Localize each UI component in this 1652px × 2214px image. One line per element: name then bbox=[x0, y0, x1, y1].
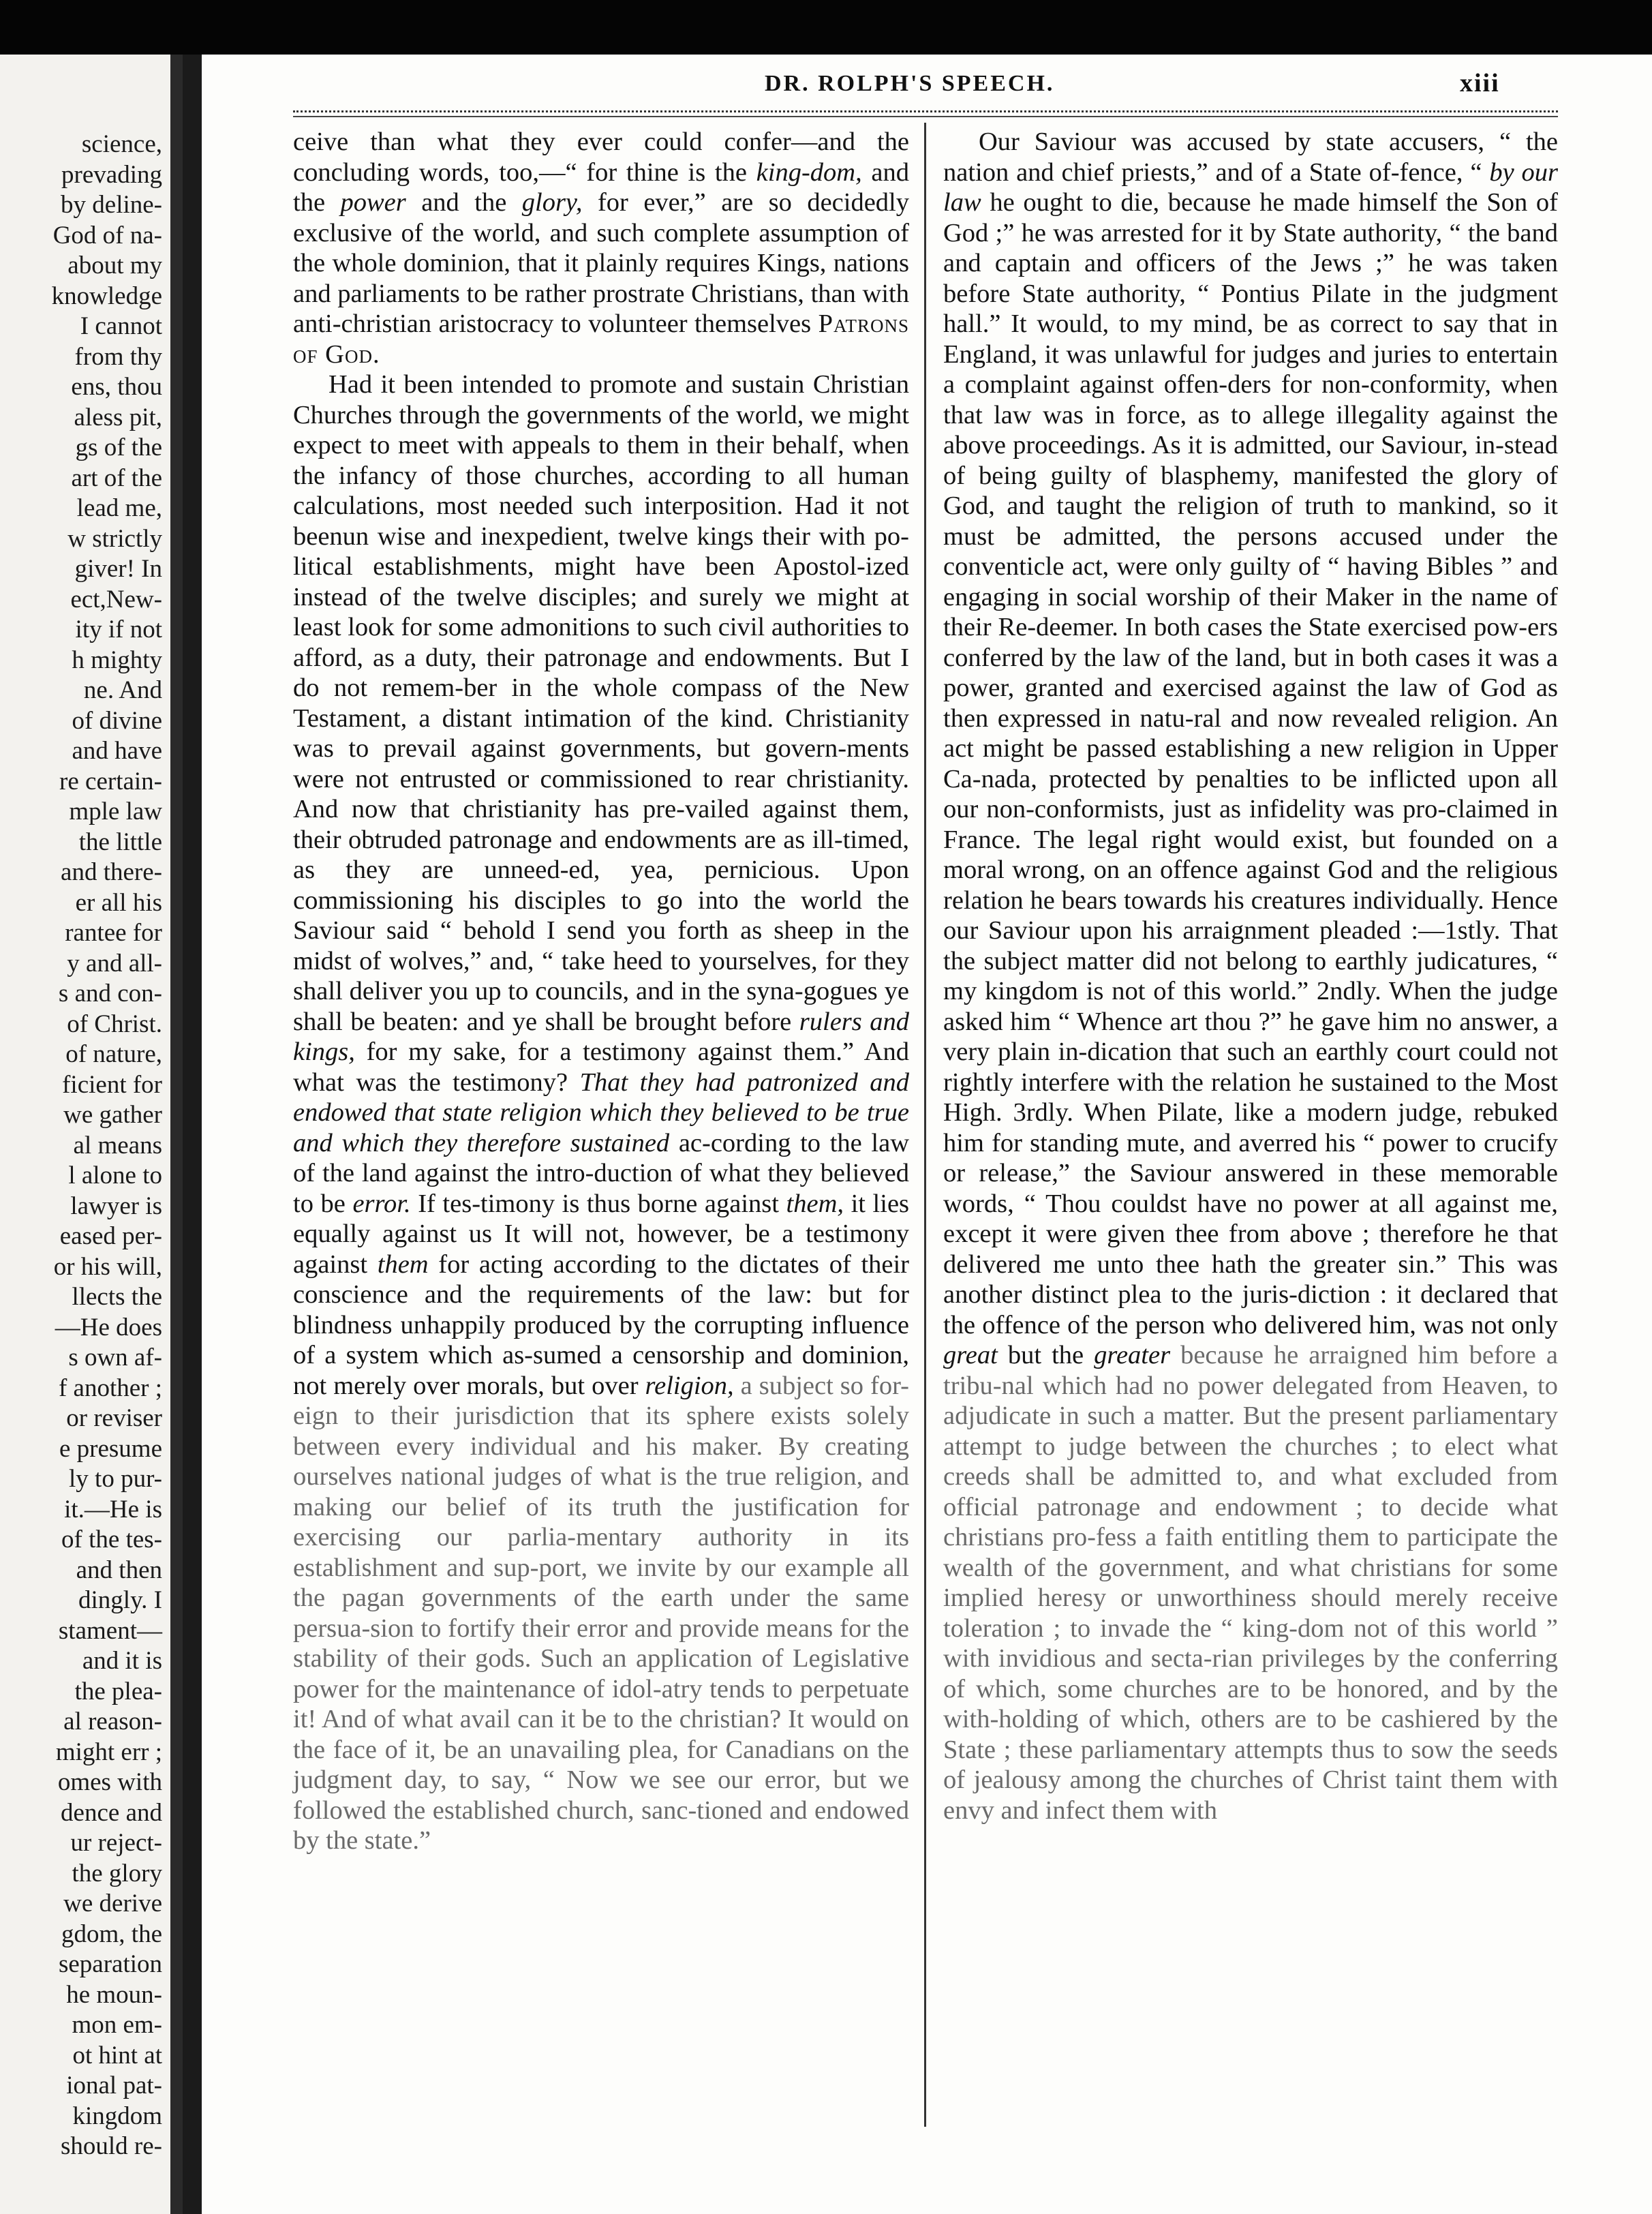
facing-page-line: from thy bbox=[74, 342, 162, 371]
italic-run: greater bbox=[1094, 1341, 1171, 1369]
italic-run: by our law bbox=[943, 157, 1558, 217]
text-run: ac-cording to the law of the land against the intro-duction of what they believed to be bbox=[293, 1128, 909, 1218]
facing-page-line: ficient for bbox=[62, 1070, 162, 1099]
scan-top-border bbox=[0, 0, 1652, 55]
header-rule-solid bbox=[293, 116, 1558, 117]
text-run: it lies equally against us It will not, however, be a testimony against bbox=[293, 1189, 910, 1279]
page-number: xiii bbox=[1460, 69, 1500, 97]
right-column bbox=[943, 127, 1558, 1825]
page bbox=[202, 55, 1652, 2214]
facing-page-line: God of na- bbox=[52, 221, 162, 249]
facing-page-line: mple law bbox=[69, 798, 162, 825]
facing-page-line: ional pat- bbox=[66, 2072, 162, 2099]
facing-page-line: l alone to bbox=[68, 1162, 162, 1189]
facing-page-line: of divine bbox=[72, 706, 162, 735]
italic-run: That they had patronized and endowed that state religion which they believed to be true and which they therefore sustained bbox=[293, 1067, 909, 1157]
facing-page-line: er all his bbox=[75, 888, 162, 917]
text-run: for acting according to the dictates of their conscience and the requirements of the law: but for blindness unhappily produced by the corrupting influence of a system which as-sumed a censorship and dominion, not merely over morals, but over bbox=[293, 1249, 909, 1400]
facing-page-line: eased per- bbox=[59, 1222, 162, 1250]
facing-page-line: dence and bbox=[61, 1798, 162, 1827]
facing-page-line: lawyer is bbox=[70, 1192, 162, 1220]
facing-page-line: and then bbox=[76, 1556, 162, 1584]
facing-page-line: and there- bbox=[61, 858, 162, 886]
facing-page-line: al reason- bbox=[63, 1708, 162, 1735]
facing-page-edge bbox=[170, 55, 183, 2214]
facing-page-line: lead me, bbox=[76, 494, 162, 522]
text-run: ceive than what they ever could confer—and the concluding words, too,—“ for thine is the bbox=[293, 127, 909, 187]
facing-page-line: ot hint at bbox=[72, 2041, 162, 2069]
facing-page-line: s and con- bbox=[58, 980, 162, 1007]
text-run: If tes-timony is thus borne against bbox=[410, 1189, 786, 1218]
facing-page-line: gs of the bbox=[75, 434, 162, 461]
facing-page-line: the plea- bbox=[74, 1677, 162, 1705]
facing-page-line: by deline- bbox=[61, 191, 162, 219]
facing-page-line: w strictly bbox=[67, 524, 162, 553]
facing-page-line: we derive bbox=[63, 1890, 162, 1917]
facing-page-line: ne. And bbox=[83, 676, 162, 704]
text-run: for ever,” are so decidedly exclusive of the world, and such complete assumption of the whole dominion, that it plainly requires Kings, nations and parliaments to be rather prostrate Christians, than with anti-christian aristocracy to volunteer themselves bbox=[293, 188, 910, 338]
facing-page-line: dingly. I bbox=[78, 1586, 162, 1614]
facing-page-line: mon em- bbox=[72, 2011, 162, 2039]
facing-page-line: omes with bbox=[57, 1768, 162, 1796]
italic-run: great bbox=[943, 1341, 998, 1369]
facing-page-fragment bbox=[0, 55, 183, 2214]
italic-run: them bbox=[377, 1249, 429, 1279]
small-caps-run: Patrons of God. bbox=[293, 309, 909, 369]
facing-page-line: should re- bbox=[61, 2132, 162, 2160]
facing-page-line: e presume bbox=[59, 1434, 162, 1463]
facing-page-line: or reviser bbox=[66, 1404, 162, 1432]
facing-page-line: it.—He is bbox=[64, 1495, 162, 1523]
book-gutter bbox=[183, 55, 202, 2214]
facing-page-line: of the tes- bbox=[61, 1526, 162, 1553]
facing-page-line: y and all- bbox=[67, 949, 162, 977]
page-header bbox=[202, 67, 1652, 108]
facing-page-line: knowledge bbox=[51, 282, 162, 310]
facing-page-line: ly to pur- bbox=[69, 1465, 162, 1493]
facing-page-line: aless pit, bbox=[74, 403, 162, 431]
facing-page-line: ity if not bbox=[75, 616, 162, 643]
running-head: DR. ROLPH'S SPEECH. bbox=[765, 71, 1055, 96]
text-run: Our Saviour was accused by state accusers, “ the nation and chief priests,” and of a State of-fence, “ bbox=[943, 127, 1558, 187]
italic-run: glory, bbox=[521, 188, 583, 217]
italic-run: rulers and kings, bbox=[293, 1007, 909, 1066]
text-run: and the bbox=[293, 157, 909, 217]
facing-page-line: and have bbox=[72, 737, 162, 765]
facing-page-line: and it is bbox=[82, 1647, 162, 1675]
facing-page-line: ur reject- bbox=[70, 1829, 162, 1857]
facing-page-line: I cannot bbox=[80, 312, 162, 340]
facing-page-line: llects the bbox=[72, 1283, 162, 1311]
facing-page-line: al means bbox=[73, 1131, 162, 1159]
facing-page-line: ens, thou bbox=[71, 373, 162, 401]
text-run: for my sake, for a testimony against them.” And what was the testimony? bbox=[293, 1037, 909, 1097]
facing-page-line: of nature, bbox=[65, 1040, 162, 1068]
facing-page-line: h mighty bbox=[72, 646, 162, 674]
facing-page-line: science, bbox=[81, 130, 162, 158]
facing-page-line: re certain- bbox=[59, 767, 162, 795]
facing-page-line: prevading bbox=[61, 160, 162, 189]
facing-page-line: gdom, the bbox=[61, 1920, 162, 1948]
paragraph bbox=[293, 369, 909, 1856]
paragraph bbox=[943, 127, 1558, 1825]
facing-page-line: giver! In bbox=[74, 555, 162, 583]
facing-page-line: rantee for bbox=[65, 919, 162, 947]
italic-run: error. bbox=[352, 1189, 411, 1218]
facing-page-line: we gather bbox=[63, 1101, 162, 1129]
paragraph bbox=[293, 127, 909, 369]
facing-page-line: of Christ. bbox=[67, 1010, 162, 1038]
facing-page-line: art of the bbox=[71, 464, 162, 492]
italic-run: king-dom, bbox=[756, 157, 862, 187]
facing-page-text bbox=[1, 130, 162, 2162]
header-rule-dotted bbox=[293, 110, 1558, 112]
text-run: but the bbox=[997, 1341, 1095, 1369]
facing-page-line: —He does bbox=[55, 1313, 162, 1341]
facing-page-line: or his will, bbox=[53, 1252, 162, 1281]
facing-page-line: the little bbox=[78, 828, 162, 856]
faded-text-run: a subject so for-eign to their jurisdiction that its sphere exists solely between every individual and his maker. By creating ourselves national judges of what is the true religion, and making our belief of its truth the justification for exercising our parlia-mentary authority in its establishment and sup-port, we invite by our example all the pagan governments of the earth under the same persua-sion to fortify their error and provide means for the stability of their gods. Such an application of Legislative power for the maintenance of idol-atry tends to perpetuate it! And of what avail can it be to the christian? It would on the face of it, be an unavailing plea, for Canadians on the judgment day, to say, “ Now we see our error, but we followed the established church, sanc-tioned and endowed by the state.” bbox=[293, 1371, 909, 1855]
faded-text-run: because he arraigned him before a tribu-nal which had no power delegated from Heaven, to adjudicate in such a matter. But the present parliamentary attempt to judge between the churches ; to elect what creeds shall be admitted to, and what excluded from official patronage and endowment ; to decide what christians pro-fess a faith entitling them to participate the wealth of the government, and what christians for some implied heresy or unworthiness should merely receive toleration ; to invade the “ king-dom not of this world ” with invidious and secta-rian privileges by the conferring of which, some churches are to be honored, and by the with-holding of which, others are to be cashiered by the State ; these parliamentary attempts thus to sow the seeds of jealousy among the churches of Christ taint them with envy and infect them with bbox=[943, 1341, 1559, 1825]
text-run: he ought to die, because he made himself the Son of God ;” he was arrested for it by State authority, “ the band and captain and officers of the Jews ;” he was taken before State authority, “ Pontius Pilate in the judgment hall.” It would, to my mind, be as correct to say that in England, it was unlawful for judges and juries to entertain a complaint against offen-ders for non-conformity, when that law was in force, as to allege illegality against the above proceedings. As it is admitted, our Saviour, in-stead of being guilty of blasphemy, manifested the glory of God, and taught the religion of truth to mankind, so it must be admitted, the persons accused under the conventicle act, were only guilty of “ having Bibles ” and engaging in social worship of their Maker in the name of their Re-deemer. In both cases the State exercised pow-ers conferred by the law of the land, but in both cases it was a power, granted and exercised against the law of God as then expressed in natu-ral and now revealed religion. An act might be passed establishing a new religion in Upper Ca-nada, protected by penalties to be inflicted upon all our non-conformists, just as infidelity was pro-claimed in France. The legal right would exist, but founded on a moral wrong, on an offence against God and the religious relation he bears towards his creatures individually. Hence our Saviour upon his arraignment pleaded :—1stly. That the subject matter did not belong to earthly judicatures, “ my kingdom is not of this world.” 2ndly. When the judge asked him “ Whence art thou ?” he gave him no answer, a very plain in-dication that such an earthly court could not rightly interfere with the relation he sustained to the Most High. 3rdly. When Pilate, like a modern judge, rebuked him for standing mute, and averred his “ power to crucify or release,” the Saviour answered in these memorable words, “ Thou couldst have no power at all against me, except it were given thee from above ; therefore he that delivered me unto thee hath the greater sin.” This was another distinct plea to the juris-diction : it declared that the offence of the person who delivered him, was not only bbox=[943, 188, 1558, 1339]
facing-page-line: he moun- bbox=[66, 1980, 162, 2009]
text-run: Had it been intended to promote and sustain Christian Churches through the governments of the world, we might expect to meet with appeals to them in their behalf, when the infancy of those churches, according to all human calculations, most needed such interposition. Had it not beenun wise and inexpedient, twelve kings their with po-litical establishments, might have been Apostol-ized instead of the twelve disciples; and surely we might at least look for some admonitions to such civil authorities to afford, as a duty, their patronage and endowments. But I do not remem-ber in the whole compass of the New Testament, a distant intimation of the kind. Christianity was to prevail against governments, but govern-ments were not entrusted or commissioned to rear christianity. And now that christianity has pre-vailed against them, their obtruded patronage and endowments are as ill-timed, as they are unneed-ed, yea, pernicious. Upon commissioning his disciples to go into the world the Saviour said “ behold I send you forth as sheep in the midst of wolves,” and, “ take heed to yourselves, for they shall deliver you up to councils, and in the syna-gogues ye shall be beaten: and ye shall be brought before bbox=[293, 370, 909, 1036]
facing-page-line: kingdom bbox=[72, 2102, 162, 2130]
facing-page-line: ect,New- bbox=[70, 585, 162, 613]
italic-run: religion, bbox=[645, 1371, 734, 1400]
facing-page-line: stament— bbox=[58, 1616, 162, 1645]
text-run: and the bbox=[406, 188, 522, 217]
italic-run: power bbox=[340, 188, 406, 217]
facing-page-line: separation bbox=[58, 1950, 162, 1978]
left-column bbox=[293, 127, 909, 1856]
facing-page-line: might err ; bbox=[55, 1738, 162, 1766]
facing-page-line: the glory bbox=[72, 1859, 162, 1887]
column-divider bbox=[924, 123, 926, 2127]
italic-run: them, bbox=[786, 1189, 844, 1218]
facing-page-line: s own af- bbox=[68, 1344, 162, 1371]
facing-page-line: about my bbox=[67, 252, 162, 279]
facing-page-line: f another ; bbox=[58, 1374, 162, 1402]
